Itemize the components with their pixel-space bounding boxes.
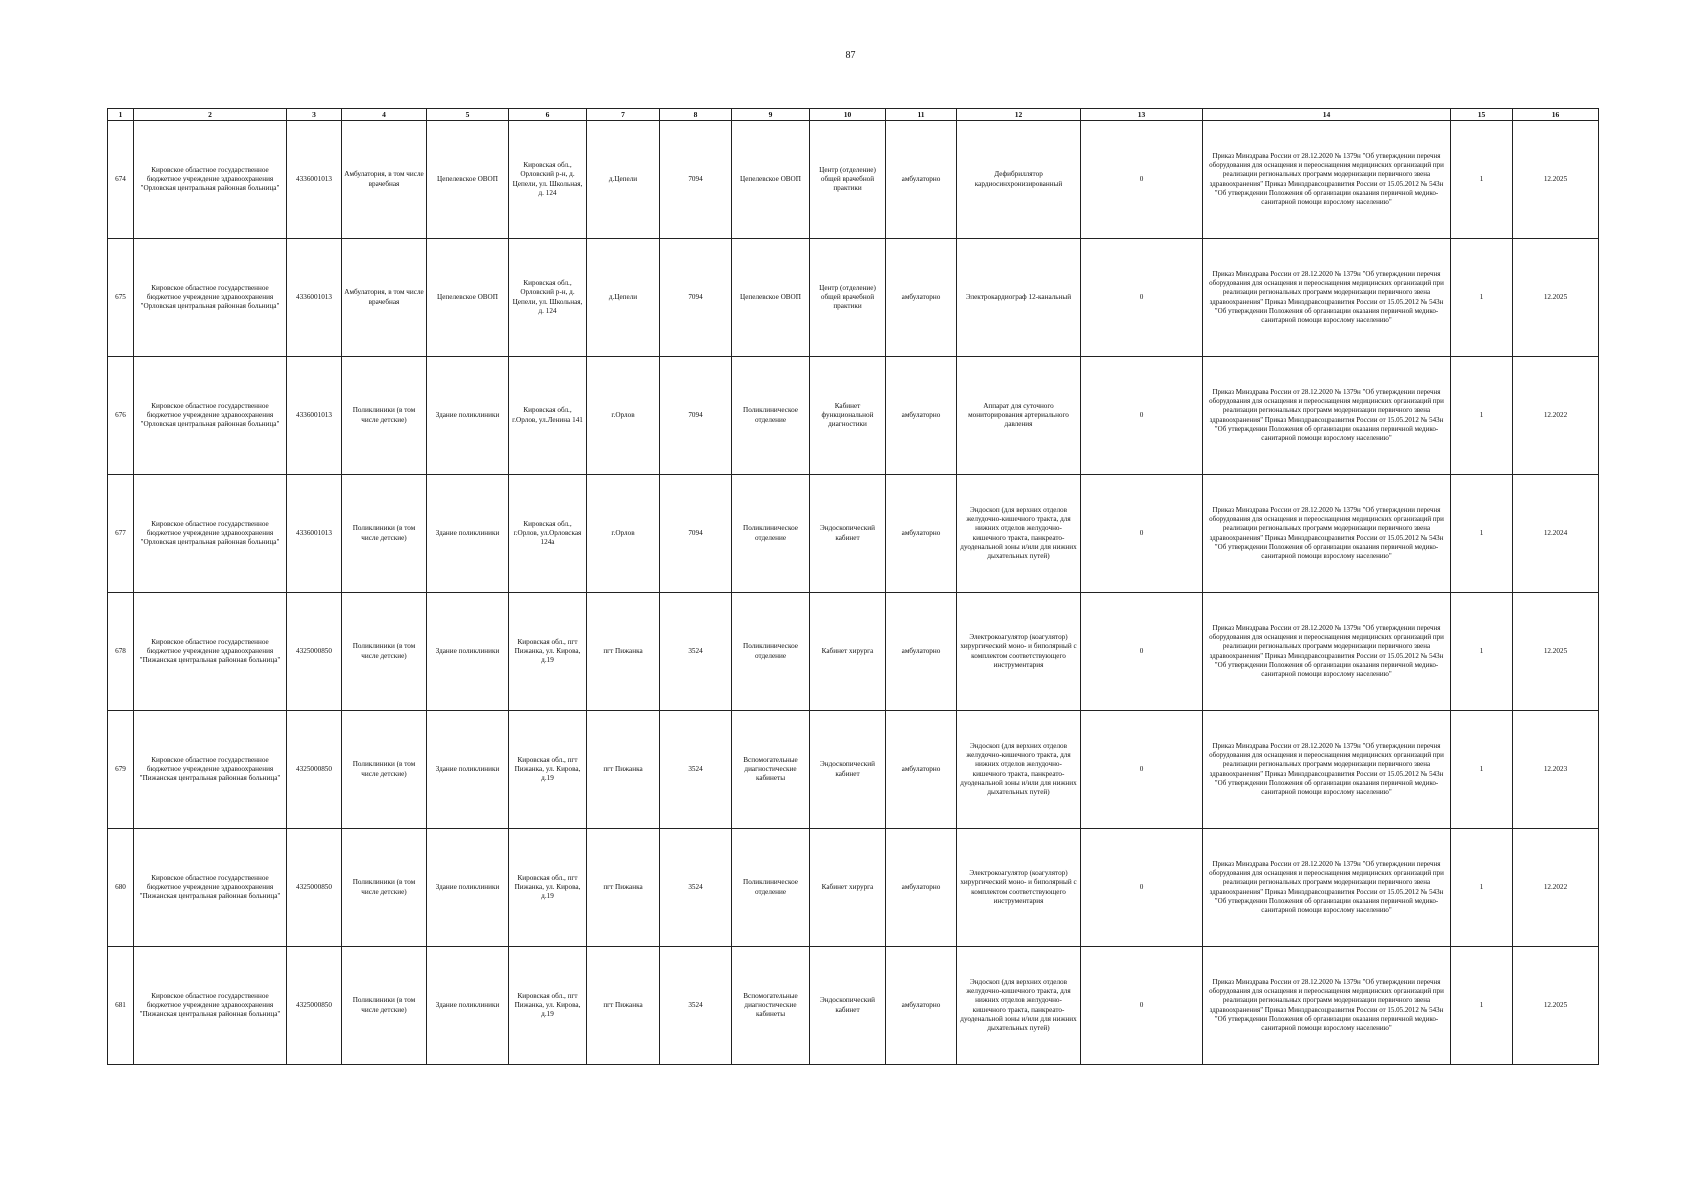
- address-cell: Кировская обл., пгт Пижанка, ул. Кирова, д.19: [509, 947, 587, 1065]
- organization-cell: Кировское областное государственное бюджетное учреждение здравоохранения "Пижанская центральная районная больница": [134, 829, 287, 947]
- building-cell: Здание поликлиники: [427, 947, 509, 1065]
- table-row: [108, 121, 1599, 239]
- unit-cell: Центр (отделение) общей врачебной практики: [810, 121, 886, 239]
- planned-quantity-cell: 1: [1451, 357, 1513, 475]
- inn-cell: 4325000850: [287, 711, 342, 829]
- inn-cell: 4325000850: [287, 947, 342, 1065]
- building-cell: Здание поликлиники: [427, 475, 509, 593]
- equipment-cell: Электрокардиограф 12-канальный: [957, 239, 1081, 357]
- column-header: 14: [1203, 109, 1451, 121]
- planned-quantity-cell: 1: [1451, 475, 1513, 593]
- table-row: [108, 593, 1599, 711]
- organization-cell: Кировское областное государственное бюджетное учреждение здравоохранения "Пижанская центральная районная больница": [134, 947, 287, 1065]
- equipment-table: [107, 108, 1599, 1065]
- equipment-cell: Эндоскоп (для верхних отделов желудочно-кишечного тракта, для нижних отделов желудочно-кишечного тракта, панкреато-дуоденальной зоны и/или для нижних дыхательных путей): [957, 475, 1081, 593]
- settlement-cell: д.Цепели: [587, 121, 660, 239]
- building-cell: Цепелевское ОВОП: [427, 239, 509, 357]
- unit-cell: Центр (отделение) общей врачебной практики: [810, 239, 886, 357]
- settlement-cell: пгт Пижанка: [587, 829, 660, 947]
- facility-type-cell: Амбулатория, в том числе врачебная: [342, 239, 427, 357]
- row-number-cell: 681: [108, 947, 134, 1065]
- row-number-cell: 679: [108, 711, 134, 829]
- address-cell: Кировская обл., пгт Пижанка, ул. Кирова, д.19: [509, 593, 587, 711]
- planned-quantity-cell: 1: [1451, 239, 1513, 357]
- order-cell: Приказ Минздрава России от 28.12.2020 № 1379н "Об утверждении перечня оборудования для оснащения и переоснащения медицинских организаций при реализации региональных программ модернизации первичного звена здравоохранения" Приказ Минздравсоцразвития России от 15.05.2012 № 543н "Об утверждении Положения об организации оказания первичной медико-санитарной помощи взрослому населению": [1203, 593, 1451, 711]
- population-cell: 3524: [660, 947, 732, 1065]
- deadline-cell: 12.2022: [1513, 829, 1599, 947]
- row-number-cell: 677: [108, 475, 134, 593]
- department-cell: Цепелевское ОВОП: [732, 121, 810, 239]
- row-number-cell: 674: [108, 121, 134, 239]
- inn-cell: 4336001013: [287, 121, 342, 239]
- column-header: 12: [957, 109, 1081, 121]
- facility-type-cell: Амбулатория, в том числе врачебная: [342, 121, 427, 239]
- care-form-cell: амбулаторно: [886, 711, 957, 829]
- row-number-cell: 676: [108, 357, 134, 475]
- facility-type-cell: Поликлиники (в том числе детские): [342, 475, 427, 593]
- department-cell: Поликлиническое отделение: [732, 593, 810, 711]
- column-header: 7: [587, 109, 660, 121]
- department-cell: Поликлиническое отделение: [732, 829, 810, 947]
- address-cell: Кировская обл., г.Орлов, ул.Ленина 141: [509, 357, 587, 475]
- department-cell: Вспомогательные диагностические кабинеты: [732, 947, 810, 1065]
- deadline-cell: 12.2022: [1513, 357, 1599, 475]
- care-form-cell: амбулаторно: [886, 593, 957, 711]
- inn-cell: 4325000850: [287, 829, 342, 947]
- header-row: [108, 109, 1599, 121]
- population-cell: 7094: [660, 121, 732, 239]
- care-form-cell: амбулаторно: [886, 357, 957, 475]
- inn-cell: 4336001013: [287, 357, 342, 475]
- planned-quantity-cell: 1: [1451, 829, 1513, 947]
- organization-cell: Кировское областное государственное бюджетное учреждение здравоохранения "Орловская центральная районная больница": [134, 239, 287, 357]
- quantity-cell: 0: [1081, 829, 1203, 947]
- order-cell: Приказ Минздрава России от 28.12.2020 № 1379н "Об утверждении перечня оборудования для оснащения и переоснащения медицинских организаций при реализации региональных программ модернизации первичного звена здравоохранения" Приказ Минздравсоцразвития России от 15.05.2012 № 543н "Об утверждении Положения об организации оказания первичной медико-санитарной помощи взрослому населению": [1203, 829, 1451, 947]
- order-cell: Приказ Минздрава России от 28.12.2020 № 1379н "Об утверждении перечня оборудования для оснащения и переоснащения медицинских организаций при реализации региональных программ модернизации первичного звена здравоохранения" Приказ Минздравсоцразвития России от 15.05.2012 № 543н "Об утверждении Положения об организации оказания первичной медико-санитарной помощи взрослому населению": [1203, 121, 1451, 239]
- facility-type-cell: Поликлиники (в том числе детские): [342, 947, 427, 1065]
- organization-cell: Кировское областное государственное бюджетное учреждение здравоохранения "Орловская центральная районная больница": [134, 357, 287, 475]
- order-cell: Приказ Минздрава России от 28.12.2020 № 1379н "Об утверждении перечня оборудования для оснащения и переоснащения медицинских организаций при реализации региональных программ модернизации первичного звена здравоохранения" Приказ Минздравсоцразвития России от 15.05.2012 № 543н "Об утверждении Положения об организации оказания первичной медико-санитарной помощи взрослому населению": [1203, 711, 1451, 829]
- table-row: [108, 947, 1599, 1065]
- column-header: 11: [886, 109, 957, 121]
- order-cell: Приказ Минздрава России от 28.12.2020 № 1379н "Об утверждении перечня оборудования для оснащения и переоснащения медицинских организаций при реализации региональных программ модернизации первичного звена здравоохранения" Приказ Минздравсоцразвития России от 15.05.2012 № 543н "Об утверждении Положения об организации оказания первичной медико-санитарной помощи взрослому населению": [1203, 475, 1451, 593]
- column-header: 6: [509, 109, 587, 121]
- equipment-cell: Аппарат для суточного мониторирования артериального давления: [957, 357, 1081, 475]
- population-cell: 7094: [660, 475, 732, 593]
- department-cell: Цепелевское ОВОП: [732, 239, 810, 357]
- organization-cell: Кировское областное государственное бюджетное учреждение здравоохранения "Орловская центральная районная больница": [134, 121, 287, 239]
- row-number-cell: 675: [108, 239, 134, 357]
- unit-cell: Эндоскопический кабинет: [810, 475, 886, 593]
- address-cell: Кировская обл., пгт Пижанка, ул. Кирова, д.19: [509, 711, 587, 829]
- column-header: 13: [1081, 109, 1203, 121]
- quantity-cell: 0: [1081, 475, 1203, 593]
- department-cell: Поликлиническое отделение: [732, 475, 810, 593]
- row-number-cell: 680: [108, 829, 134, 947]
- department-cell: Поликлиническое отделение: [732, 357, 810, 475]
- population-cell: 7094: [660, 357, 732, 475]
- table-row: [108, 829, 1599, 947]
- unit-cell: Эндоскопический кабинет: [810, 947, 886, 1065]
- care-form-cell: амбулаторно: [886, 239, 957, 357]
- settlement-cell: д.Цепели: [587, 239, 660, 357]
- quantity-cell: 0: [1081, 593, 1203, 711]
- settlement-cell: пгт Пижанка: [587, 947, 660, 1065]
- column-header: 5: [427, 109, 509, 121]
- deadline-cell: 12.2024: [1513, 475, 1599, 593]
- building-cell: Здание поликлиники: [427, 593, 509, 711]
- equipment-cell: Эндоскоп (для верхних отделов желудочно-кишечного тракта, для нижних отделов желудочно-кишечного тракта, панкреато-дуоденальной зоны и/или для нижних дыхательных путей): [957, 711, 1081, 829]
- settlement-cell: пгт Пижанка: [587, 593, 660, 711]
- equipment-cell: Электрокоагулятор (коагулятор) хирургический моно- и биполярный с комплектом соответствующего инструментария: [957, 593, 1081, 711]
- table-row: [108, 357, 1599, 475]
- page-number: 87: [845, 50, 856, 61]
- inn-cell: 4336001013: [287, 239, 342, 357]
- building-cell: Здание поликлиники: [427, 829, 509, 947]
- organization-cell: Кировское областное государственное бюджетное учреждение здравоохранения "Пижанская центральная районная больница": [134, 593, 287, 711]
- column-header: 8: [660, 109, 732, 121]
- address-cell: Кировская обл., пгт Пижанка, ул. Кирова, д.19: [509, 829, 587, 947]
- planned-quantity-cell: 1: [1451, 947, 1513, 1065]
- table-row: [108, 711, 1599, 829]
- organization-cell: Кировское областное государственное бюджетное учреждение здравоохранения "Орловская центральная районная больница": [134, 475, 287, 593]
- settlement-cell: г.Орлов: [587, 475, 660, 593]
- population-cell: 3524: [660, 829, 732, 947]
- column-header: 10: [810, 109, 886, 121]
- department-cell: Вспомогательные диагностические кабинеты: [732, 711, 810, 829]
- care-form-cell: амбулаторно: [886, 947, 957, 1065]
- population-cell: 3524: [660, 711, 732, 829]
- population-cell: 3524: [660, 593, 732, 711]
- deadline-cell: 12.2025: [1513, 593, 1599, 711]
- planned-quantity-cell: 1: [1451, 711, 1513, 829]
- deadline-cell: 12.2025: [1513, 239, 1599, 357]
- table-row: [108, 239, 1599, 357]
- order-cell: Приказ Минздрава России от 28.12.2020 № 1379н "Об утверждении перечня оборудования для оснащения и переоснащения медицинских организаций при реализации региональных программ модернизации первичного звена здравоохранения" Приказ Минздравсоцразвития России от 15.05.2012 № 543н "Об утверждении Положения об организации оказания первичной медико-санитарной помощи взрослому населению": [1203, 239, 1451, 357]
- population-cell: 7094: [660, 239, 732, 357]
- column-header: 15: [1451, 109, 1513, 121]
- quantity-cell: 0: [1081, 239, 1203, 357]
- quantity-cell: 0: [1081, 711, 1203, 829]
- inn-cell: 4325000850: [287, 593, 342, 711]
- order-cell: Приказ Минздрава России от 28.12.2020 № 1379н "Об утверждении перечня оборудования для оснащения и переоснащения медицинских организаций при реализации региональных программ модернизации первичного звена здравоохранения" Приказ Минздравсоцразвития России от 15.05.2012 № 543н "Об утверждении Положения об организации оказания первичной медико-санитарной помощи взрослому населению": [1203, 947, 1451, 1065]
- facility-type-cell: Поликлиники (в том числе детские): [342, 711, 427, 829]
- deadline-cell: 12.2025: [1513, 947, 1599, 1065]
- equipment-cell: Электрокоагулятор (коагулятор) хирургический моно- и биполярный с комплектом соответствующего инструментария: [957, 829, 1081, 947]
- deadline-cell: 12.2023: [1513, 711, 1599, 829]
- unit-cell: Кабинет хирурга: [810, 829, 886, 947]
- planned-quantity-cell: 1: [1451, 593, 1513, 711]
- facility-type-cell: Поликлиники (в том числе детские): [342, 357, 427, 475]
- table-row: [108, 475, 1599, 593]
- building-cell: Цепелевское ОВОП: [427, 121, 509, 239]
- quantity-cell: 0: [1081, 121, 1203, 239]
- facility-type-cell: Поликлиники (в том числе детские): [342, 829, 427, 947]
- unit-cell: Кабинет хирурга: [810, 593, 886, 711]
- address-cell: Кировская обл., г.Орлов, ул.Орловская 124а: [509, 475, 587, 593]
- inn-cell: 4336001013: [287, 475, 342, 593]
- row-number-cell: 678: [108, 593, 134, 711]
- column-header: 4: [342, 109, 427, 121]
- order-cell: Приказ Минздрава России от 28.12.2020 № 1379н "Об утверждении перечня оборудования для оснащения и переоснащения медицинских организаций при реализации региональных программ модернизации первичного звена здравоохранения" Приказ Минздравсоцразвития России от 15.05.2012 № 543н "Об утверждении Положения об организации оказания первичной медико-санитарной помощи взрослому населению": [1203, 357, 1451, 475]
- column-header: 3: [287, 109, 342, 121]
- quantity-cell: 0: [1081, 947, 1203, 1065]
- building-cell: Здание поликлиники: [427, 711, 509, 829]
- planned-quantity-cell: 1: [1451, 121, 1513, 239]
- care-form-cell: амбулаторно: [886, 121, 957, 239]
- equipment-cell: Эндоскоп (для верхних отделов желудочно-кишечного тракта, для нижних отделов желудочно-кишечного тракта, панкреато-дуоденальной зоны и/или для нижних дыхательных путей): [957, 947, 1081, 1065]
- column-header: 16: [1513, 109, 1599, 121]
- column-header: 1: [108, 109, 134, 121]
- unit-cell: Кабинет функциональной диагностики: [810, 357, 886, 475]
- unit-cell: Эндоскопический кабинет: [810, 711, 886, 829]
- quantity-cell: 0: [1081, 357, 1203, 475]
- organization-cell: Кировское областное государственное бюджетное учреждение здравоохранения "Пижанская центральная районная больница": [134, 711, 287, 829]
- settlement-cell: пгт Пижанка: [587, 711, 660, 829]
- column-header: 9: [732, 109, 810, 121]
- facility-type-cell: Поликлиники (в том числе детские): [342, 593, 427, 711]
- address-cell: Кировская обл., Орловский р-н, д. Цепели, ул. Школьная, д. 124: [509, 121, 587, 239]
- column-header: 2: [134, 109, 287, 121]
- care-form-cell: амбулаторно: [886, 829, 957, 947]
- settlement-cell: г.Орлов: [587, 357, 660, 475]
- deadline-cell: 12.2025: [1513, 121, 1599, 239]
- address-cell: Кировская обл., Орловский р-н, д. Цепели, ул. Школьная, д. 124: [509, 239, 587, 357]
- equipment-cell: Дефибриллятор кардиосинхронизированный: [957, 121, 1081, 239]
- building-cell: Здание поликлиники: [427, 357, 509, 475]
- care-form-cell: амбулаторно: [886, 475, 957, 593]
